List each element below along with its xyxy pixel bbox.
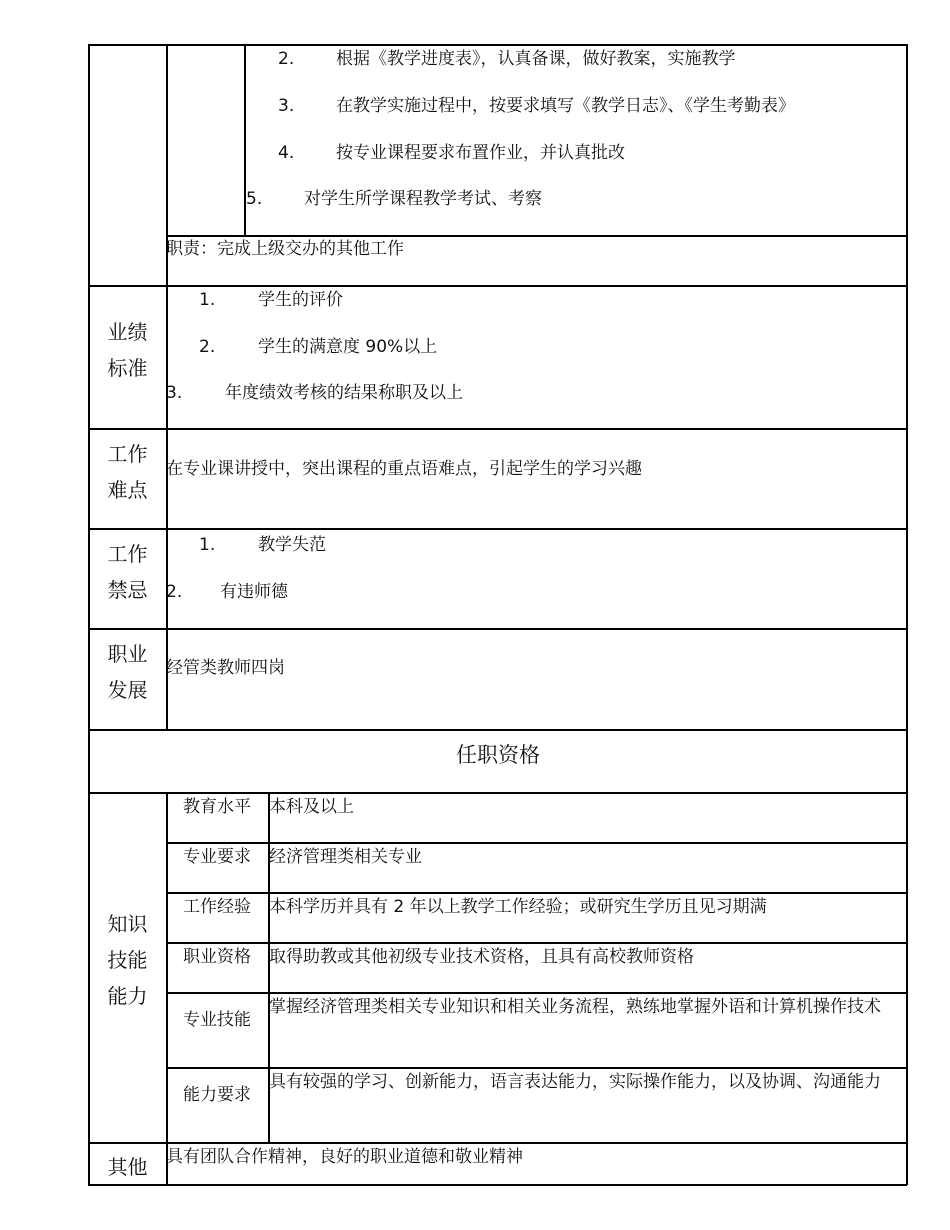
section-label: 职业 发展: [107, 642, 148, 702]
divider: [166, 992, 907, 994]
performance-label: [89, 314, 166, 386]
difficulty-text: 在专业课讲授中，突出课程的重点语难点，引起学生的学习兴趣: [166, 459, 642, 479]
qualification-label: 工作经验: [183, 897, 251, 917]
qualification-label: 教育水平: [183, 797, 251, 817]
difficulty-label: [89, 436, 166, 508]
divider: [88, 628, 907, 630]
qualification-value: 经济管理类相关专业: [269, 847, 422, 867]
qualification-value: 具有较强的学习、创新能力，语言表达能力，实际操作能力，以及协调、沟通能力: [269, 1072, 881, 1092]
duty-item: 根据《教学进度表》，认真备课，做好教案，实施教学: [336, 49, 736, 69]
divider: [166, 1067, 907, 1069]
taboo-number: 2.: [166, 582, 183, 602]
qualification-value: 掌握经济管理类相关专业知识和相关业务流程，熟练地掌握外语和计算机操作技术: [269, 997, 881, 1017]
divider: [88, 285, 907, 287]
duty-number: 5.: [246, 189, 263, 209]
career-label: [89, 636, 166, 708]
taboo-item: 有违师德: [220, 582, 288, 602]
career-text: 经管类教师四岗: [166, 658, 285, 678]
performance-number: 2.: [199, 337, 216, 357]
qualification-value: 本科学历并具有 2 年以上教学工作经验；或研究生学历且见习期满: [269, 897, 767, 917]
section-label: 知识 技能 能力: [107, 912, 148, 1008]
taboo-label: [89, 536, 166, 608]
divider: [88, 792, 907, 794]
taboo-number: 1.: [199, 535, 216, 555]
other-text: 具有团队合作精神，良好的职业道德和敬业精神: [166, 1147, 523, 1167]
performance-item: 学生的评价: [258, 290, 343, 310]
duty-item: 在教学实施过程中，按要求填写《教学日志》、《学生考勤表》: [336, 96, 795, 116]
divider: [166, 942, 907, 944]
section-label: 工作 禁忌: [107, 542, 148, 602]
divider: [166, 892, 907, 894]
duty-item: 按专业课程要求布置作业，并认真批改: [336, 143, 625, 163]
performance-number: 1.: [199, 290, 216, 310]
divider: [166, 235, 907, 237]
qualification-title: 任职资格: [456, 743, 540, 767]
divider: [88, 1142, 907, 1144]
section-label: 业绩 标准: [107, 320, 148, 380]
duty-number: 3.: [278, 96, 295, 116]
duty-item: 对学生所学课程教学考试、考察: [304, 189, 542, 209]
divider: [88, 729, 907, 731]
table-border-right: [906, 44, 908, 1185]
duty-other: 职责：完成上级交办的其他工作: [166, 239, 404, 259]
performance-number: 3.: [166, 383, 183, 403]
divider: [88, 528, 907, 530]
table-border-top: [88, 44, 907, 46]
qualification-value: 取得助教或其他初级专业技术资格，且具有高校教师资格: [269, 947, 694, 967]
qualification-label: 能力要求: [183, 1085, 251, 1105]
duty-number: 2.: [278, 49, 295, 69]
table-border-bottom: [88, 1184, 907, 1186]
performance-item: 年度绩效考核的结果称职及以上: [225, 383, 463, 403]
qualification-value: 本科及以上: [269, 797, 354, 817]
duty-number: 4.: [278, 143, 295, 163]
qualification-label: 职业资格: [183, 947, 251, 967]
performance-item: 学生的满意度 90%以上: [258, 337, 438, 357]
section-label: 工作 难点: [107, 442, 148, 502]
divider: [166, 842, 907, 844]
qualification-label: 专业要求: [183, 847, 251, 867]
other-label: 其他: [107, 1155, 148, 1179]
taboo-item: 教学失范: [258, 535, 326, 555]
qualification-group-label: [89, 906, 166, 1014]
qualification-label: 专业技能: [183, 1010, 251, 1030]
divider: [88, 428, 907, 430]
